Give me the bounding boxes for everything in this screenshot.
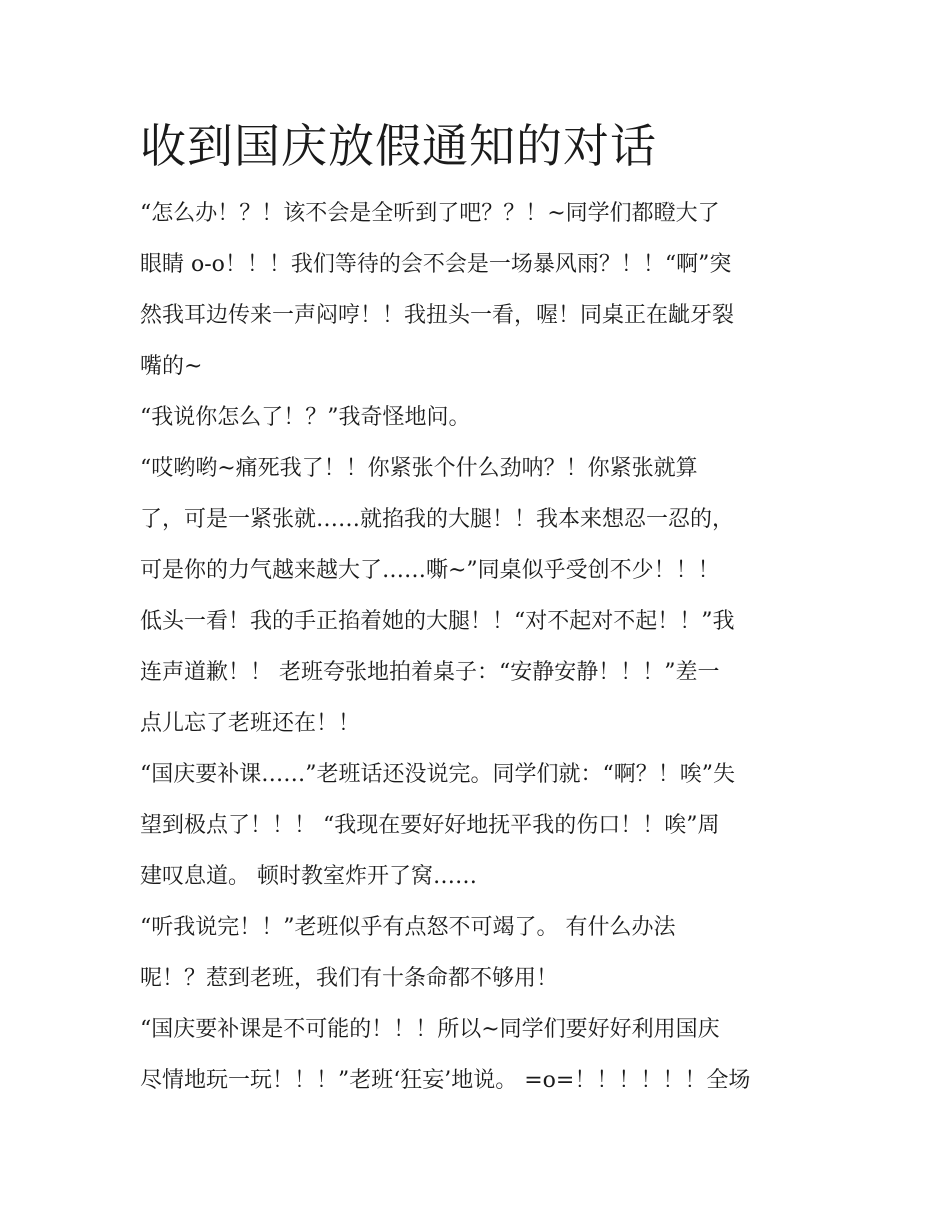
- text-line: 眼睛 o-o！！！我们等待的会不会是一场暴风雨？！！“啊”突: [140, 252, 732, 277]
- document-body: [140, 188, 820, 1106]
- text-line: “哎哟哟~痛死我了！！你紧张个什么劲呐？！你紧张就算: [140, 456, 698, 481]
- text-line: “我说你怎么了！？”我奇怪地问。: [140, 405, 471, 430]
- text-line: 嘴的~: [140, 354, 203, 379]
- text-line: 低头一看！我的手正掐着她的大腿！！“对不起对不起！！”我: [140, 609, 735, 634]
- text-line: “国庆要补课……”老班话还没说完。同学们就：“啊？！唉”失: [140, 762, 735, 787]
- text-line: “怎么办！？！该不会是全听到了吧？？！~同学们都瞪大了: [140, 201, 720, 226]
- text-line: “国庆要补课是不可能的！！！所以~同学们要好好利用国庆: [140, 1017, 720, 1042]
- text-line: 可是你的力气越来越大了……嘶~”同桌似乎受创不少！！！: [140, 558, 720, 583]
- document-page: [140, 112, 820, 1106]
- text-line: “听我说完！！”老班似乎有点怒不可竭了。 有什么办法: [140, 915, 676, 940]
- document-title: 收到国庆放假通知的对话: [140, 119, 657, 173]
- text-line: 了，可是一紧张就……就掐我的大腿！！我本来想忍一忍的，: [140, 507, 735, 532]
- text-line: 连声道歉！！ 老班夸张地拍着桌子：“安静安静！！！”差一: [140, 660, 720, 685]
- text-line: 建叹息道。 顿时教室炸开了窝……: [140, 864, 477, 889]
- text-line: 尽情地玩一玩！！！”老班‘狂妄’地说。 =o=！！！！！！全场: [140, 1068, 751, 1093]
- text-line: 呢！？惹到老班，我们有十条命都不够用！: [140, 966, 559, 991]
- text-line: 然我耳边传来一声闷哼！！我扭头一看，喔！同桌正在龇牙裂: [140, 303, 735, 328]
- text-line: 望到极点了！！！ “我现在要好好地抚平我的伤口！！唉”周: [140, 813, 720, 838]
- text-line: 点儿忘了老班还在！！: [140, 711, 361, 736]
